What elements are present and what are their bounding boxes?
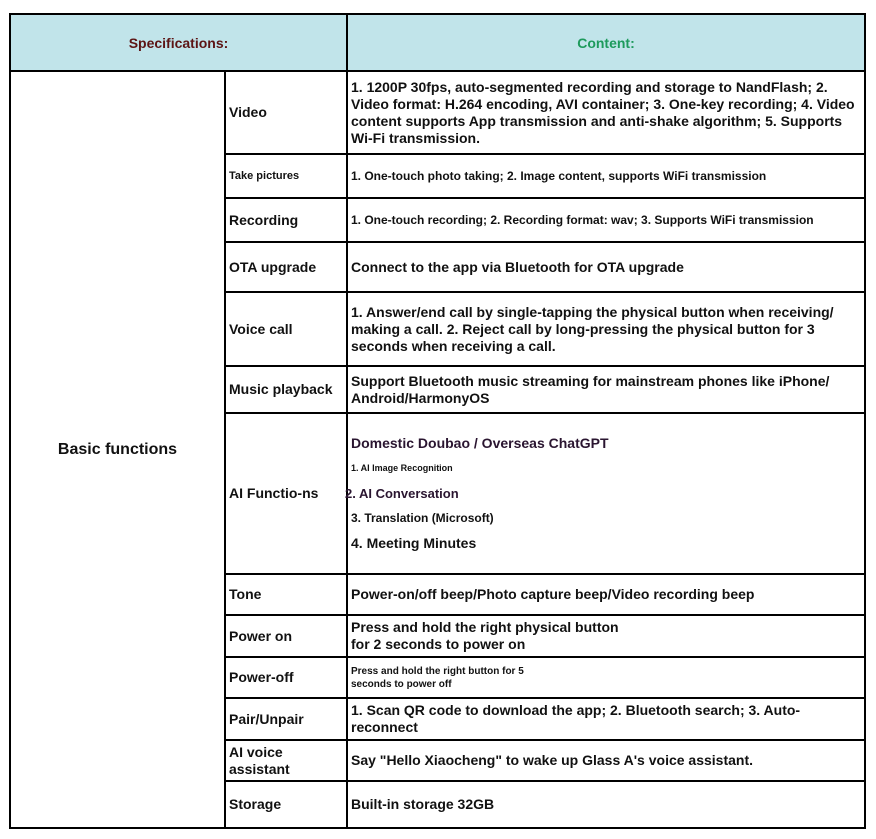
feature-voice-call: Voice call — [225, 292, 347, 366]
specifications-header: Specifications: — [10, 14, 347, 71]
ai-functions-item: 3. Translation (Microsoft) — [351, 511, 494, 525]
content-video: 1. 1200P 30fps, auto-segmented recording and storage to NandFlash; 2. Video format: H.264 encoding, AVI container; 3. One-key recording; 4. Video content supports App transmission and anti-shake algorithm; 5. Supports Wi-Fi transmission. — [347, 71, 865, 154]
feature-ota-upgrade: OTA upgrade — [225, 242, 347, 292]
content-power-on — [347, 615, 865, 657]
table-header-row — [10, 14, 865, 71]
content-line: Press and hold the right button for 5 — [351, 665, 524, 677]
content-pair-unpair: 1. Scan QR code to download the app; 2. Bluetooth search; 3. Auto-reconnect — [347, 698, 865, 740]
content-recording: 1. One-touch recording; 2. Recording format: wav; 3. Supports WiFi transmission — [347, 198, 865, 242]
category-basic-functions: Basic functions — [10, 71, 225, 828]
feature-power-on: Power on — [225, 615, 347, 657]
ai-functions-item: 1. AI Image Recognition — [351, 463, 453, 473]
content-voice-call: 1. Answer/end call by single-tapping the physical button when receiving/ making a call. 2. Reject call by long-pressing the physical button for 3 seconds when receiving a call. — [347, 292, 865, 366]
content-music-playback: Support Bluetooth music streaming for mainstream phones like iPhone/ Android/HarmonyOS — [347, 366, 865, 413]
feature-music-playback: Music playback — [225, 366, 347, 413]
content-ai-functions — [347, 413, 865, 574]
feature-storage: Storage — [225, 781, 347, 828]
ai-functions-item: 2. AI Conversation — [345, 486, 459, 501]
feature-ai-voice-assistant: AI voice assistant — [225, 740, 347, 781]
table-row — [10, 71, 865, 154]
specifications-table — [9, 13, 866, 829]
content-storage: Built-in storage 32GB — [347, 781, 865, 828]
content-ai-voice-assistant: Say "Hello Xiaocheng" to wake up Glass A's voice assistant. — [347, 740, 865, 781]
feature-recording: Recording — [225, 198, 347, 242]
content-line: seconds to power off — [351, 678, 452, 690]
feature-pair-unpair: Pair/Unpair — [225, 698, 347, 740]
feature-power-off: Power-off — [225, 657, 347, 698]
content-ota-upgrade: Connect to the app via Bluetooth for OTA upgrade — [347, 242, 865, 292]
content-take-pictures: 1. One-touch photo taking; 2. Image content, supports WiFi transmission — [347, 154, 865, 198]
content-power-off — [347, 657, 865, 698]
ai-functions-heading: Domestic Doubao / Overseas ChatGPT — [351, 435, 609, 451]
feature-ai-functions: AI Functio-ns — [225, 413, 347, 574]
content-line: for 2 seconds to power on — [351, 636, 526, 652]
ai-functions-item: 4. Meeting Minutes — [351, 535, 477, 551]
feature-video: Video — [225, 71, 347, 154]
content-header: Content: — [347, 14, 865, 71]
content-line: Press and hold the right physical button — [351, 619, 619, 635]
feature-tone: Tone — [225, 574, 347, 615]
feature-take-pictures: Take pictures — [225, 154, 347, 198]
content-tone: Power-on/off beep/Photo capture beep/Video recording beep — [347, 574, 865, 615]
